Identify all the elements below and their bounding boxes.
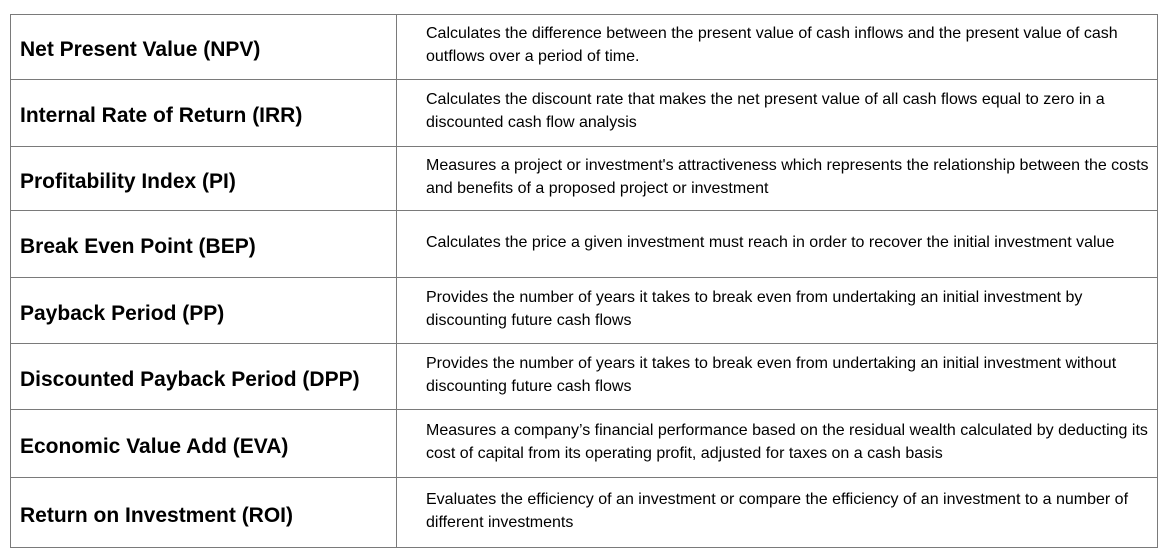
table-row <box>11 80 1158 147</box>
metric-term: Profitability Index (PI) <box>11 147 397 211</box>
investment-metrics-table <box>10 14 1158 548</box>
metric-term: Discounted Payback Period (DPP) <box>11 344 397 410</box>
metric-description: Calculates the price a given investment must reach in order to recover the initial investment value <box>397 211 1158 278</box>
table-row <box>11 278 1158 344</box>
metric-description: Calculates the discount rate that makes the net present value of all cash flows equal to zero in a discounted cash flow analysis <box>397 80 1158 147</box>
table-row <box>11 211 1158 278</box>
metric-term: Internal Rate of Return (IRR) <box>11 80 397 147</box>
metric-term: Economic Value Add (EVA) <box>11 410 397 478</box>
table-row <box>11 15 1158 80</box>
metric-description: Calculates the difference between the present value of cash inflows and the present value of cash outflows over a period of time. <box>397 15 1158 80</box>
table-row <box>11 147 1158 211</box>
table-row <box>11 344 1158 410</box>
metric-description: Provides the number of years it takes to break even from undertaking an initial investment by discounting future cash flows <box>397 278 1158 344</box>
table-row <box>11 478 1158 548</box>
metric-term: Break Even Point (BEP) <box>11 211 397 278</box>
metric-term: Payback Period (PP) <box>11 278 397 344</box>
table-row <box>11 410 1158 478</box>
metric-description: Measures a company’s financial performance based on the residual wealth calculated by deducting its cost of capital from its operating profit, adjusted for taxes on a cash basis <box>397 410 1158 478</box>
metric-description: Measures a project or investment's attractiveness which represents the relationship between the costs and benefits of a proposed project or investment <box>397 147 1158 211</box>
metric-term: Net Present Value (NPV) <box>11 15 397 80</box>
metric-term: Return on Investment (ROI) <box>11 478 397 548</box>
metric-description: Provides the number of years it takes to break even from undertaking an initial investment without discounting future cash flows <box>397 344 1158 410</box>
metrics-table-container <box>10 14 1158 548</box>
metric-description: Evaluates the efficiency of an investment or compare the efficiency of an investment to a number of different investments <box>397 478 1158 548</box>
